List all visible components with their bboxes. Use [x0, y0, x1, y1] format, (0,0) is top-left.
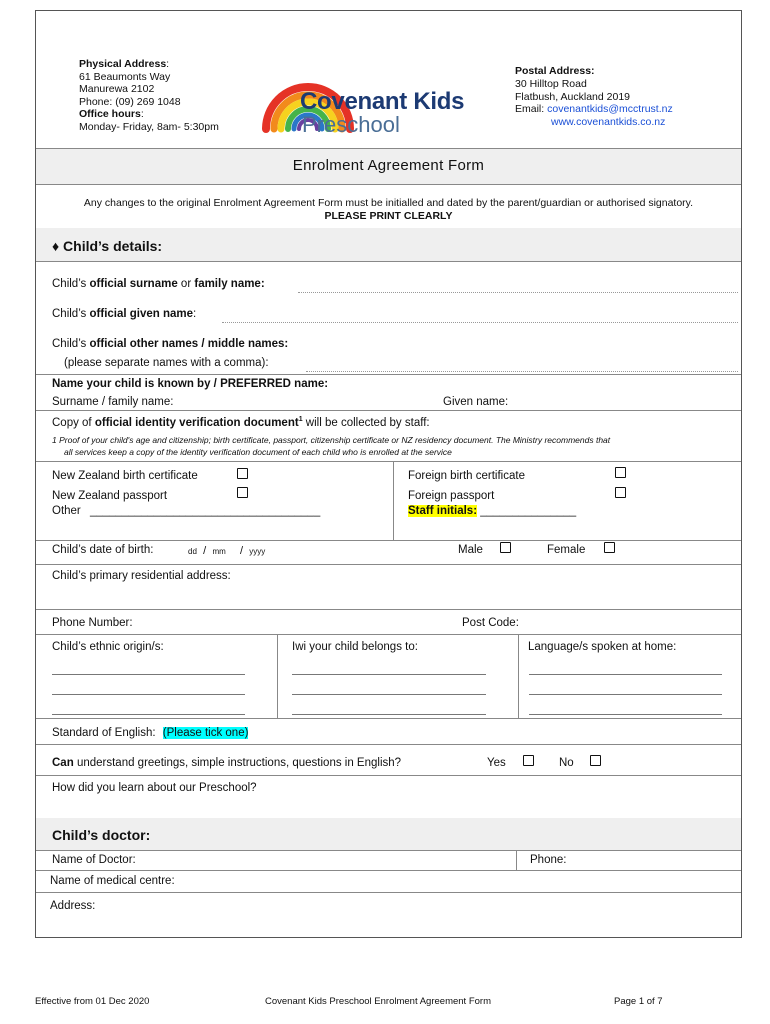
doc-other-label: Other ____________________________________ — [52, 505, 321, 517]
english-label: Standard of English: — [52, 727, 156, 739]
office-hours: Monday- Friday, 8am- 5:30pm — [79, 120, 219, 133]
staff-initials-label: Staff initials: — [408, 505, 478, 517]
child-phone-label: Phone Number: — [52, 617, 133, 629]
female-label: Female — [547, 544, 586, 556]
no-checkbox[interactable] — [590, 755, 601, 766]
yes-checkbox[interactable] — [523, 755, 534, 766]
staff-initials-field[interactable]: _______________ — [480, 505, 577, 517]
ethnic-field-3[interactable] — [52, 714, 245, 715]
surname-label: Child’s official surname or family name: — [52, 278, 265, 290]
iwi-field-3[interactable] — [292, 714, 486, 715]
learn-about-label: How did you learn about our Preschool? — [52, 782, 257, 794]
medical-centre-label: Name of medical centre: — [50, 875, 175, 887]
no-label: No — [559, 757, 574, 769]
given-name-label: Child’s official given name: — [52, 308, 197, 320]
address-label: Child’s primary residential address: — [52, 570, 231, 582]
notice-text: Any changes to the original Enrolment Agreement Form must be initialled and dated by the parent/guardian or authorised signatory. — [83, 197, 694, 209]
dob-label: Child’s date of birth: — [52, 544, 154, 556]
other-names-note: (please separate names with a comma): — [64, 357, 269, 369]
female-checkbox[interactable] — [604, 542, 615, 553]
logo — [258, 55, 498, 141]
logo-title: Covenant Kids — [300, 88, 465, 115]
nz-passport-checkbox[interactable] — [237, 487, 248, 498]
staff-initials — [408, 505, 576, 517]
english-question: Can understand greetings, simple instructions, questions in English? — [52, 757, 402, 769]
foreign-passport-checkbox[interactable] — [615, 487, 626, 498]
ethnic-field-1[interactable] — [52, 674, 245, 675]
english-standard — [52, 727, 248, 739]
physical-address-block: Physical Address: 61 Beaumonts Way Manurewa 2102 Phone: (09) 269 1048 Office hours: Monday- Friday, 8am- 5:30pm — [79, 58, 219, 133]
notice — [36, 197, 741, 222]
other-names-label: Child’s official other names / middle names: — [52, 338, 289, 350]
postcode-label: Post Code: — [462, 617, 519, 629]
postal-address-line2: Flatbush, Auckland 2019 — [515, 90, 630, 103]
doctor-name-label: Name of Doctor: — [52, 854, 136, 866]
form-frame — [35, 10, 742, 938]
other-names-field[interactable] — [306, 371, 738, 372]
child-section-heading: ♦ Child’s details: — [52, 238, 163, 254]
postal-address-label: Postal Address: — [515, 65, 595, 77]
preferred-name-label: Name your child is known by / PREFERRED name: — [52, 378, 329, 390]
english-note: (Please tick one) — [162, 727, 249, 739]
language-field-2[interactable] — [529, 694, 722, 695]
doctor-phone-label: Phone: — [530, 854, 567, 866]
footer-title: Covenant Kids Preschool Enrolment Agreement Form — [265, 996, 491, 1007]
iwi-field-1[interactable] — [292, 674, 486, 675]
physical-address-line1: 61 Beaumonts Way — [79, 70, 171, 83]
footer-effective: Effective from 01 Dec 2020 — [35, 996, 150, 1007]
ethnic-origin-label: Child’s ethnic origin/s: — [52, 641, 164, 653]
doc-other-field[interactable]: ____________________________________ — [89, 505, 321, 517]
form-title: Enrolment Agreement Form — [292, 157, 485, 174]
language-field-1[interactable] — [529, 674, 722, 675]
iwi-field-2[interactable] — [292, 694, 486, 695]
nz-birth-checkbox[interactable] — [237, 468, 248, 479]
iwi-label: Iwi your child belongs to: — [292, 641, 418, 653]
doctor-section-heading: Child’s doctor: — [52, 827, 151, 843]
male-label: Male — [458, 544, 483, 556]
physical-address-line2: Manurewa 2102 — [79, 83, 155, 95]
doc-nz-birth-label: New Zealand birth certificate — [52, 470, 198, 482]
id-footnote: 1 Proof of your child's age and citizenship; birth certificate, passport, citizenship certificate or NZ residency document. The Ministry recommends that all services keep a copy of the identity verification document of each child who is enrolled at the service — [52, 435, 611, 457]
preferred-surname-label: Surname / family name: — [52, 396, 174, 408]
footer-page: Page 1 of 7 — [614, 996, 663, 1007]
id-document-label: Copy of official identity verification document$^1$ will be collected by staff: — [52, 416, 430, 429]
foreign-birth-checkbox[interactable] — [615, 467, 626, 478]
postal-address-line1: 30 Hilltop Road — [515, 77, 587, 90]
yes-label: Yes — [487, 757, 506, 769]
language-label: Language/s spoken at home: — [528, 641, 677, 653]
notice-emphasis: PLEASE PRINT CLEARLY — [324, 209, 453, 222]
postal-address-block — [515, 65, 673, 129]
doctor-address-label: Address: — [50, 900, 96, 912]
doc-nz-passport-label: New Zealand passport — [52, 490, 168, 502]
ethnic-field-2[interactable] — [52, 694, 245, 695]
surname-field[interactable] — [298, 292, 738, 293]
logo-subtitle: Preschool — [302, 112, 400, 137]
email-label: Email: — [515, 103, 545, 116]
email-link[interactable]: covenantkids@mcctrust.nz — [547, 103, 673, 116]
dob-field[interactable]: dd / mm / yyyy — [188, 545, 266, 557]
given-name-field[interactable] — [222, 322, 738, 323]
male-checkbox[interactable] — [500, 542, 511, 553]
office-hours-label: Office hours — [79, 108, 141, 120]
doc-foreign-passport-label: Foreign passport — [408, 490, 495, 502]
doc-foreign-birth-label: Foreign birth certificate — [408, 470, 525, 482]
phone-number: Phone: (09) 269 1048 — [79, 95, 181, 108]
preferred-given-label: Given name: — [443, 396, 509, 408]
physical-address-label: Physical Address — [79, 58, 167, 70]
language-field-3[interactable] — [529, 714, 722, 715]
website-link[interactable]: www.covenantkids.co.nz — [551, 116, 666, 129]
